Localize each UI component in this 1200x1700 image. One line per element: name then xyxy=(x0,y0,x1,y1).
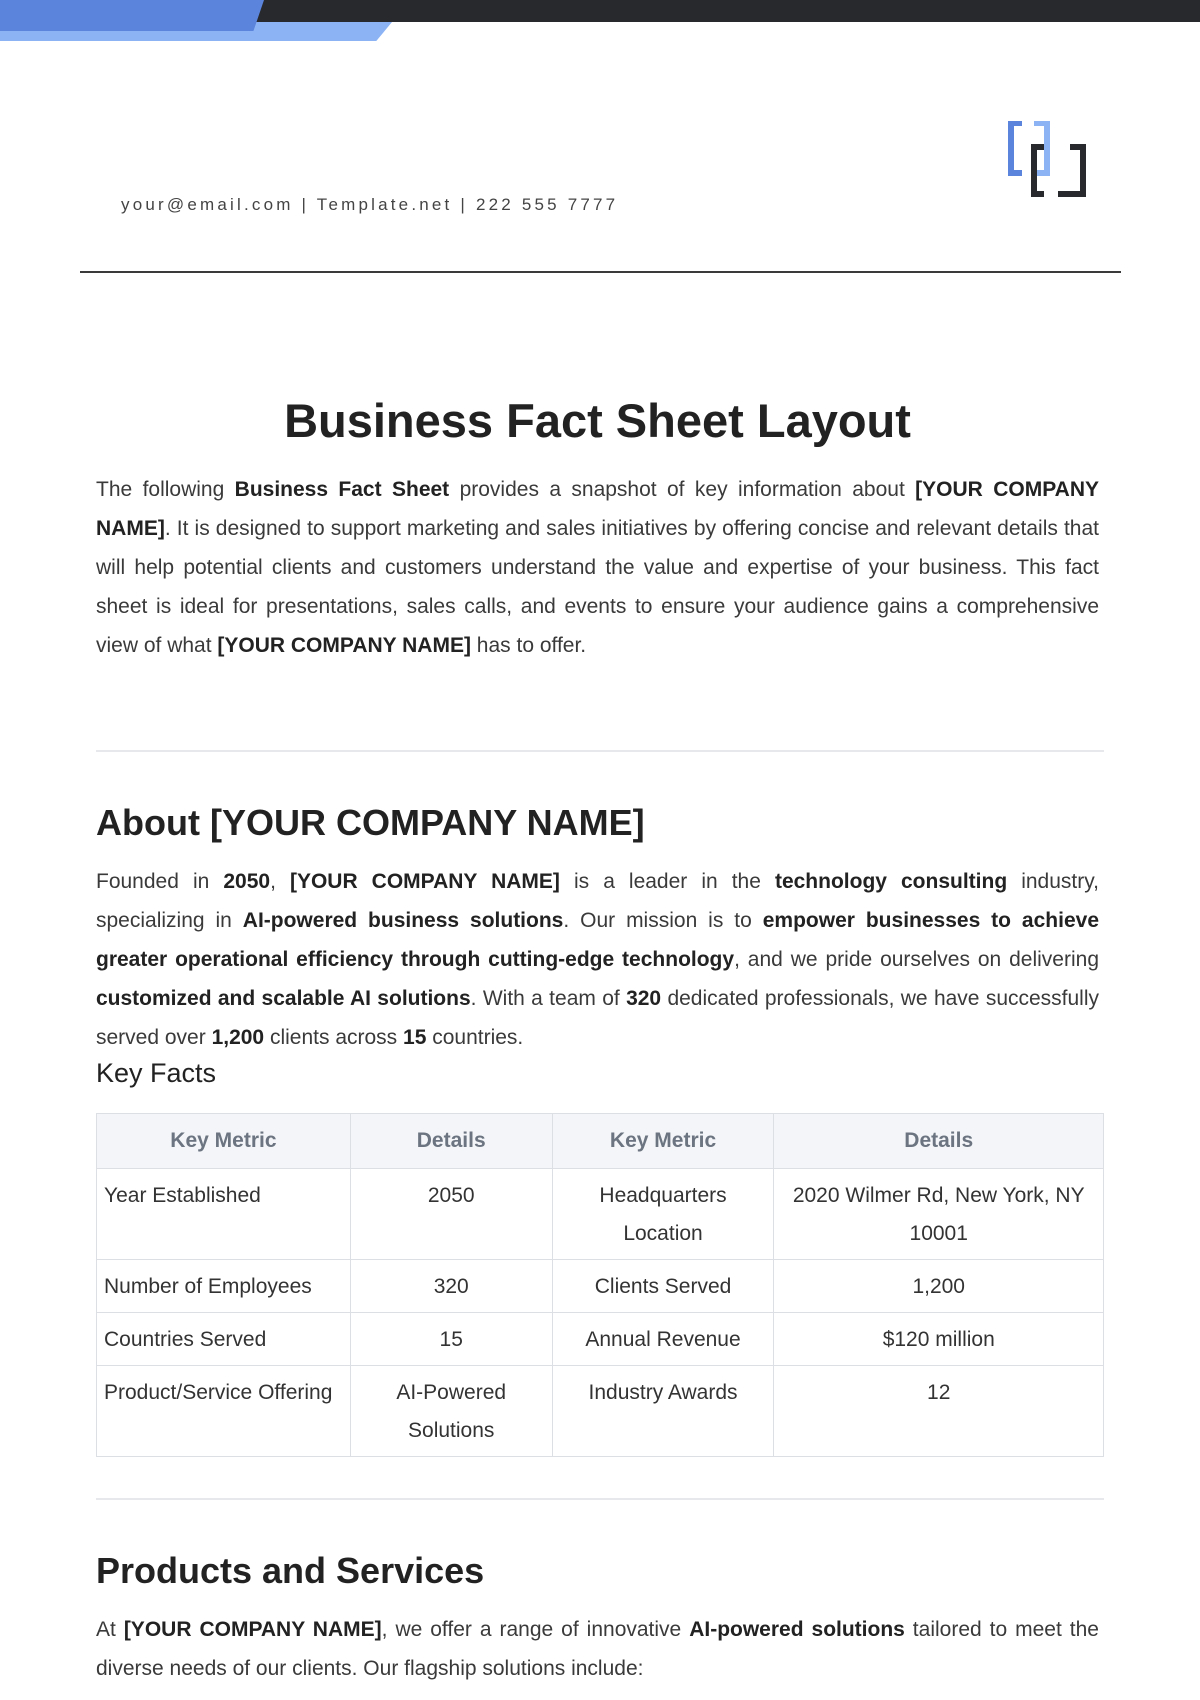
text-run: is a leader in the xyxy=(559,870,775,893)
text-run: , we offer a range of innovative xyxy=(381,1618,690,1641)
detail-cell: 1,200 xyxy=(774,1260,1104,1313)
detail-cell: $120 million xyxy=(774,1313,1104,1366)
text-run: clients across xyxy=(264,1026,404,1049)
bold-text: [YOUR COMPANY NAME] xyxy=(96,478,1100,540)
text-run: tailored to meet the diverse needs of our clients. Our flagship solutions include: xyxy=(96,1618,1099,1680)
header-rule xyxy=(80,271,1121,273)
header-blue-band xyxy=(0,0,264,31)
bold-text: [YOUR COMPANY NAME] xyxy=(123,1618,382,1641)
metric-cell: Year Established xyxy=(97,1169,351,1260)
column-header: Key Metric xyxy=(552,1114,774,1169)
text-run: Founded in xyxy=(96,870,224,893)
text-run: provides a snapshot of key information about xyxy=(449,478,916,501)
bold-text: 1,200 xyxy=(211,1026,265,1049)
table-row xyxy=(97,1169,1104,1260)
table-row xyxy=(97,1260,1104,1313)
text-run: dedicated professionals, we have successfully served over xyxy=(96,987,1100,1049)
page-title: Business Fact Sheet Layout xyxy=(284,394,911,447)
intro-paragraph xyxy=(96,470,1099,665)
products-paragraph xyxy=(96,1610,1099,1688)
column-header: Details xyxy=(774,1114,1104,1169)
text-run: . It is designed to support marketing and sales initiatives by offering concise and relevant details that will help potential clients and customers understand the value and expertise of your business. This fact sheet is ideal for presentations, sales calls, and events to ensure your audience gains a comprehensive view of what xyxy=(96,517,1099,657)
table-row xyxy=(97,1366,1104,1457)
key-facts-heading: Key Facts xyxy=(96,1058,217,1088)
bold-text: AI-powered business solutions xyxy=(242,909,564,932)
text-run: At xyxy=(96,1618,124,1641)
text-run: countries. xyxy=(426,1026,524,1049)
text-run: The following xyxy=(96,478,235,501)
about-paragraph xyxy=(96,862,1099,1057)
text-run: industry, specializing in xyxy=(96,870,1100,932)
detail-cell: 12 xyxy=(774,1366,1104,1457)
detail-cell: 320 xyxy=(350,1260,552,1313)
about-heading: About [YOUR COMPANY NAME] xyxy=(96,802,645,843)
column-header: Details xyxy=(350,1114,552,1169)
bold-text: AI-powered solutions xyxy=(689,1618,905,1641)
company-logo-icon xyxy=(1008,121,1088,197)
text-run: , and we pride ourselves on delivering xyxy=(734,948,1099,971)
text-run: . Our mission is to xyxy=(563,909,763,932)
bold-text: 15 xyxy=(403,1026,427,1049)
metric-cell: Industry Awards xyxy=(552,1366,774,1457)
table-row xyxy=(97,1313,1104,1366)
metric-cell: Headquarters Location xyxy=(552,1169,774,1260)
key-facts-table xyxy=(96,1113,1104,1457)
detail-cell: 2050 xyxy=(350,1169,552,1260)
bold-text: 2050 xyxy=(223,870,271,893)
section-divider xyxy=(96,1498,1104,1500)
bold-text: empower businesses to achieve greater operational efficiency through cutting-edge technology xyxy=(96,909,1099,971)
bold-text: [YOUR COMPANY NAME] xyxy=(289,870,560,893)
metric-cell: Clients Served xyxy=(552,1260,774,1313)
metric-cell: Countries Served xyxy=(97,1313,351,1366)
section-divider xyxy=(96,750,1104,752)
table-header-row xyxy=(97,1114,1104,1169)
metric-cell: Number of Employees xyxy=(97,1260,351,1313)
detail-cell: AI-Powered Solutions xyxy=(350,1366,552,1457)
text-run: has to offer. xyxy=(470,634,587,657)
text-run: , xyxy=(270,870,290,893)
bold-text: 320 xyxy=(626,987,662,1010)
bold-text: [YOUR COMPANY NAME] xyxy=(217,634,471,657)
metric-cell: Annual Revenue xyxy=(552,1313,774,1366)
detail-cell: 2020 Wilmer Rd, New York, NY 10001 xyxy=(774,1169,1104,1260)
bold-text: customized and scalable AI solutions xyxy=(96,987,471,1010)
column-header: Key Metric xyxy=(97,1114,351,1169)
products-heading: Products and Services xyxy=(96,1550,485,1591)
text-run: . With a team of xyxy=(470,987,627,1010)
contact-info: your@email.com | Template.net | 222 555 7777 xyxy=(121,195,619,214)
detail-cell: 15 xyxy=(350,1313,552,1366)
bold-text: technology consulting xyxy=(774,870,1008,893)
metric-cell: Product/Service Offering xyxy=(97,1366,351,1457)
bold-text: Business Fact Sheet xyxy=(234,478,450,501)
